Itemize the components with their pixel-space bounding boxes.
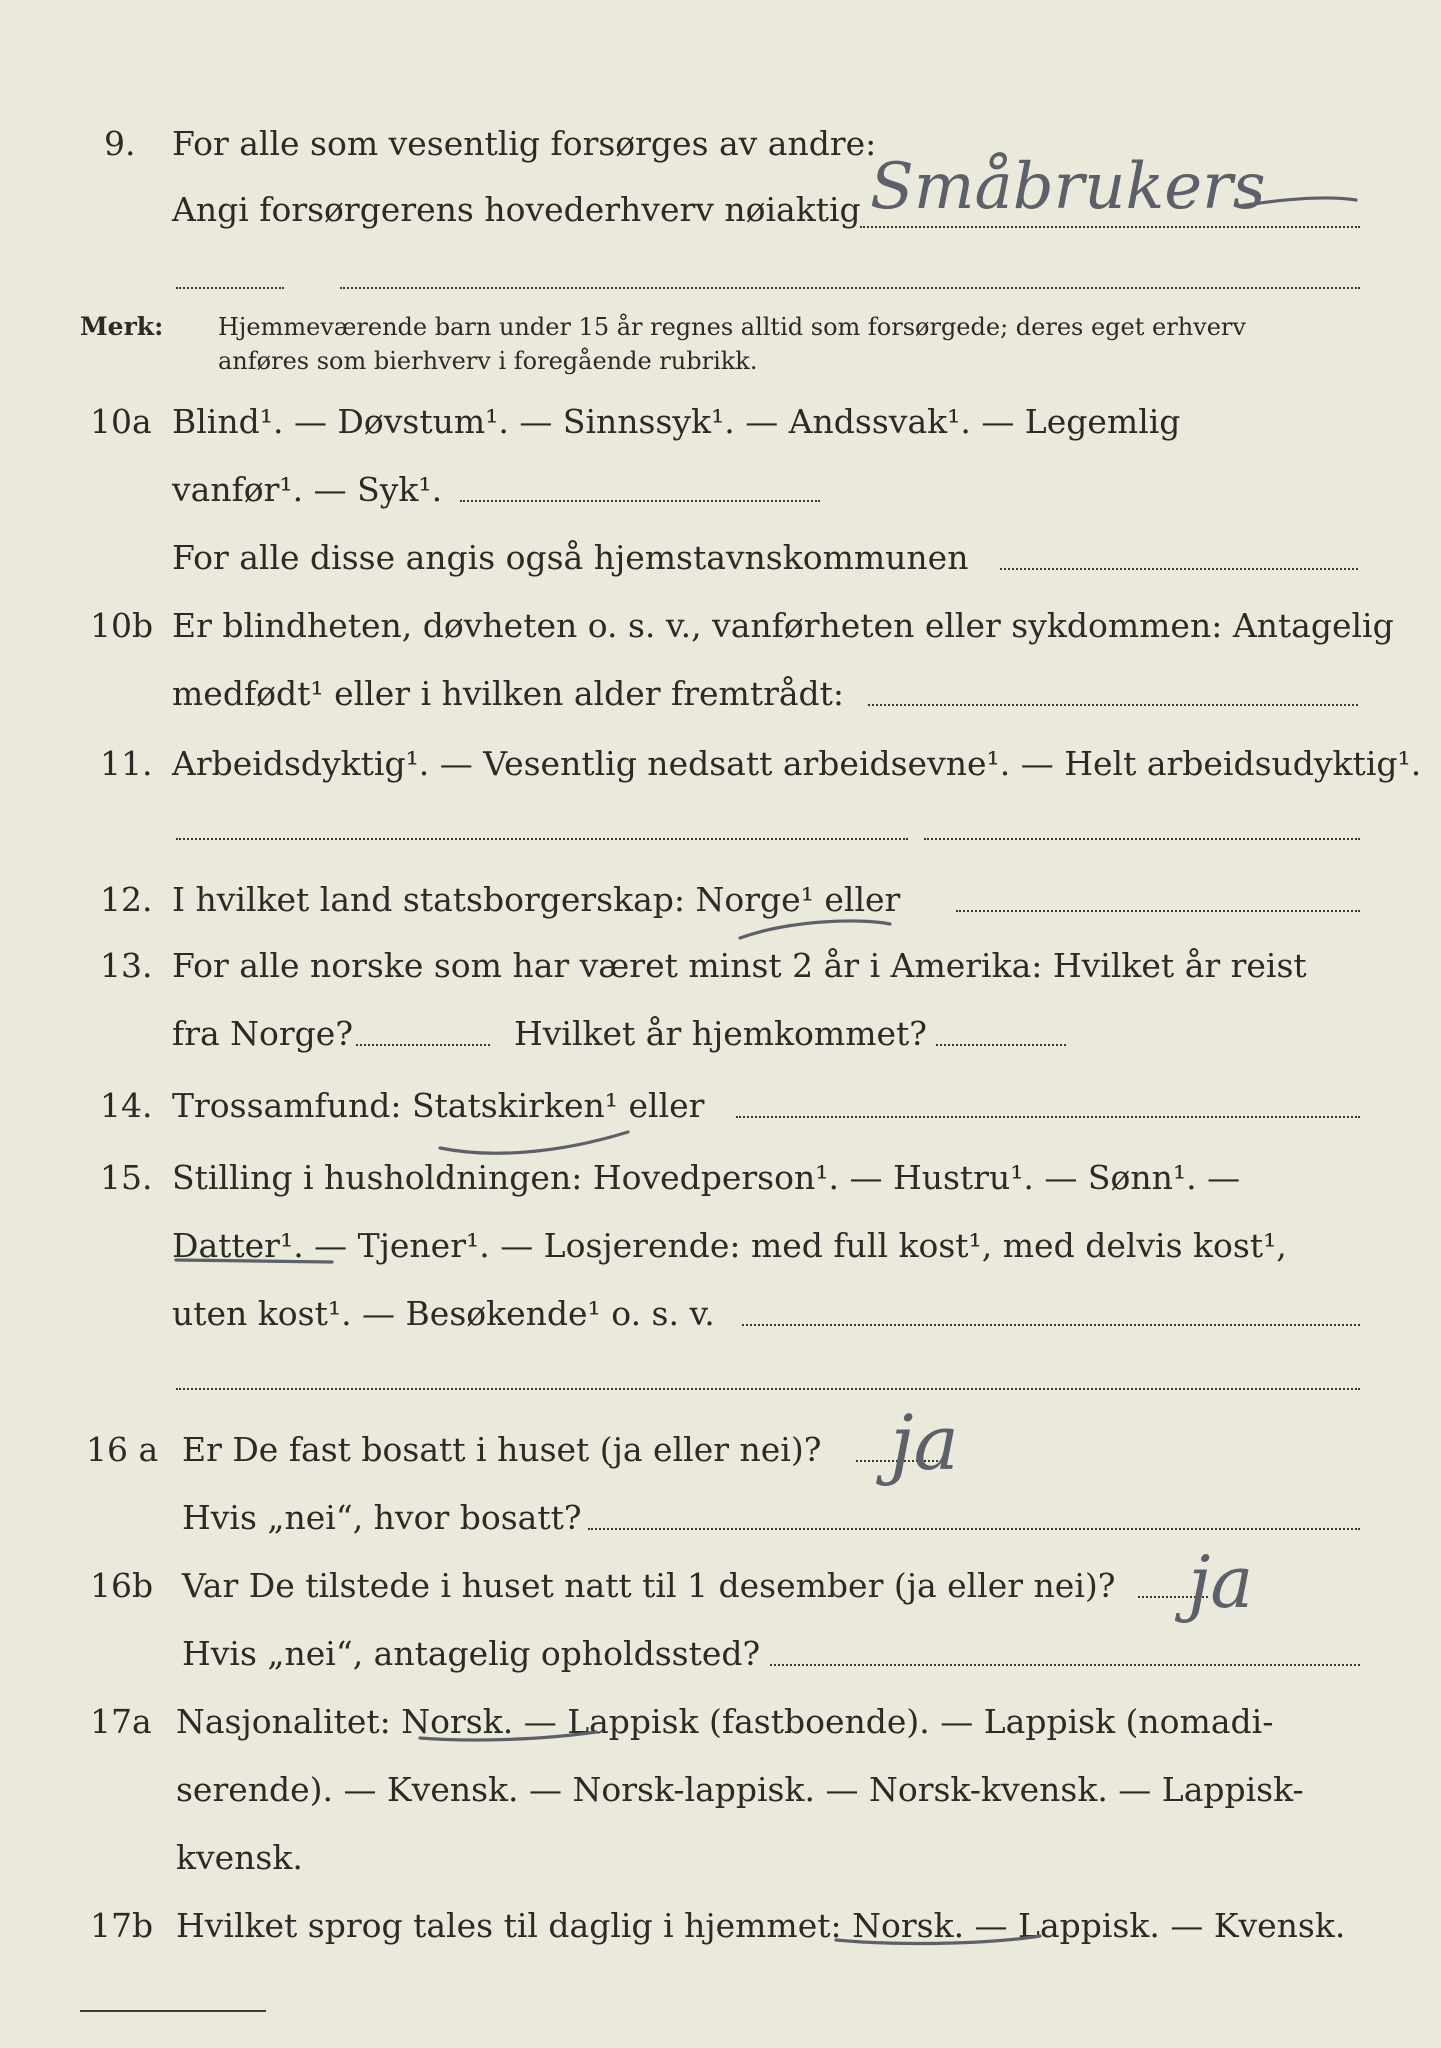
q9-answer-tail (1240, 198, 1356, 206)
q17a-number: 17a (90, 1702, 152, 1741)
q16a-line2: Hvis „nei“, hvor bosatt? (182, 1498, 582, 1537)
q13-line1: For alle norske som har været minst 2 år i Amerika: Hvilket år reist (172, 946, 1307, 985)
underline-norsk-nationality (420, 1732, 596, 1740)
q17b-number: 17b (90, 1906, 154, 1945)
q10b-number: 10b (90, 606, 154, 645)
q11-number: 11. (100, 744, 153, 783)
q16b-line2: Hvis „nei“, antagelig opholdssted? (182, 1634, 761, 1673)
q12-line1: I hvilket land statsborgerskap: Norge¹ eller (172, 880, 901, 919)
underline-norsk-language (836, 1936, 1040, 1943)
underline-norge (740, 921, 890, 938)
q13-line2a: fra Norge? (172, 1014, 354, 1053)
q15-line2: Datter¹. — Tjener¹. — Losjerende: med full kost¹, med delvis kost¹, (172, 1226, 1287, 1265)
q15-line1: Stilling i husholdningen: Hovedperson¹. — Hustru¹. — Sønn¹. — (172, 1158, 1241, 1197)
q15-line3: uten kost¹. — Besøkende¹ o. s. v. (172, 1294, 715, 1333)
q13-number: 13. (100, 946, 153, 985)
q17b-line1: Hvilket sprog tales til daglig i hjemmet: Norsk. — Lappisk. — Kvensk. (176, 1906, 1346, 1945)
q9-line2: Angi forsørgerens hovederhverv nøiaktig (172, 190, 861, 229)
q16b-number: 16b (90, 1566, 154, 1605)
q16b-answer-handwritten: ja (1188, 1540, 1254, 1624)
q16a-line1: Er De fast bosatt i huset (ja eller nei)? (182, 1430, 822, 1469)
q10b-line2: medfødt¹ eller i hvilken alder fremtrådt: (172, 674, 845, 713)
q10a-line1: Blind¹. — Døvstum¹. — Sinnssyk¹. — Andssvak¹. — Legemlig (172, 402, 1181, 441)
q9-answer-handwritten: Småbrukers (870, 150, 1266, 224)
q10a-number: 10a (90, 402, 152, 441)
q12-number: 12. (100, 880, 153, 919)
underline-datter (176, 1260, 332, 1262)
q16b-line1: Var De tilstede i huset natt til 1 desember (ja eller nei)? (182, 1566, 1116, 1605)
q10b-line1: Er blindheten, døvheten o. s. v., vanførheten eller sykdommen: Antagelig (172, 606, 1394, 645)
q10a-line3: For alle disse angis også hjemstavnskommunen (172, 538, 969, 577)
q16a-answer-handwritten: ja (890, 1398, 959, 1487)
q9-number: 9. (104, 124, 136, 163)
note-line2: anføres som bierhverv i foregående rubrikk. (218, 347, 758, 375)
q9-line1: For alle som vesentlig forsørges av andre: (172, 124, 877, 163)
q17a-line3: kvensk. (176, 1838, 303, 1877)
note-label: Merk: (80, 312, 164, 341)
q14-line1: Trossamfund: Statskirken¹ eller (172, 1086, 705, 1125)
q11-line1: Arbeidsdyktig¹. — Vesentlig nedsatt arbeidsevne¹. — Helt arbeidsudyktig¹. (172, 744, 1422, 783)
q14-number: 14. (100, 1086, 153, 1125)
note-line1: Hjemmeværende barn under 15 år regnes alltid som forsørgede; deres eget erhverv (218, 313, 1246, 341)
q10a-line2: vanfør¹. — Syk¹. (172, 470, 443, 509)
q15-number: 15. (100, 1158, 153, 1197)
q17a-line2: serende). — Kvensk. — Norsk-lappisk. — Norsk-kvensk. — Lappisk- (176, 1770, 1304, 1809)
q13-line2b: Hvilket år hjemkommet? (514, 1014, 927, 1053)
q17a-line1: Nasjonalitet: Norsk. — Lappisk (fastboende). — Lappisk (nomadi- (176, 1702, 1274, 1741)
underline-statskirken (440, 1132, 628, 1153)
q16a-number: 16 a (86, 1430, 159, 1469)
